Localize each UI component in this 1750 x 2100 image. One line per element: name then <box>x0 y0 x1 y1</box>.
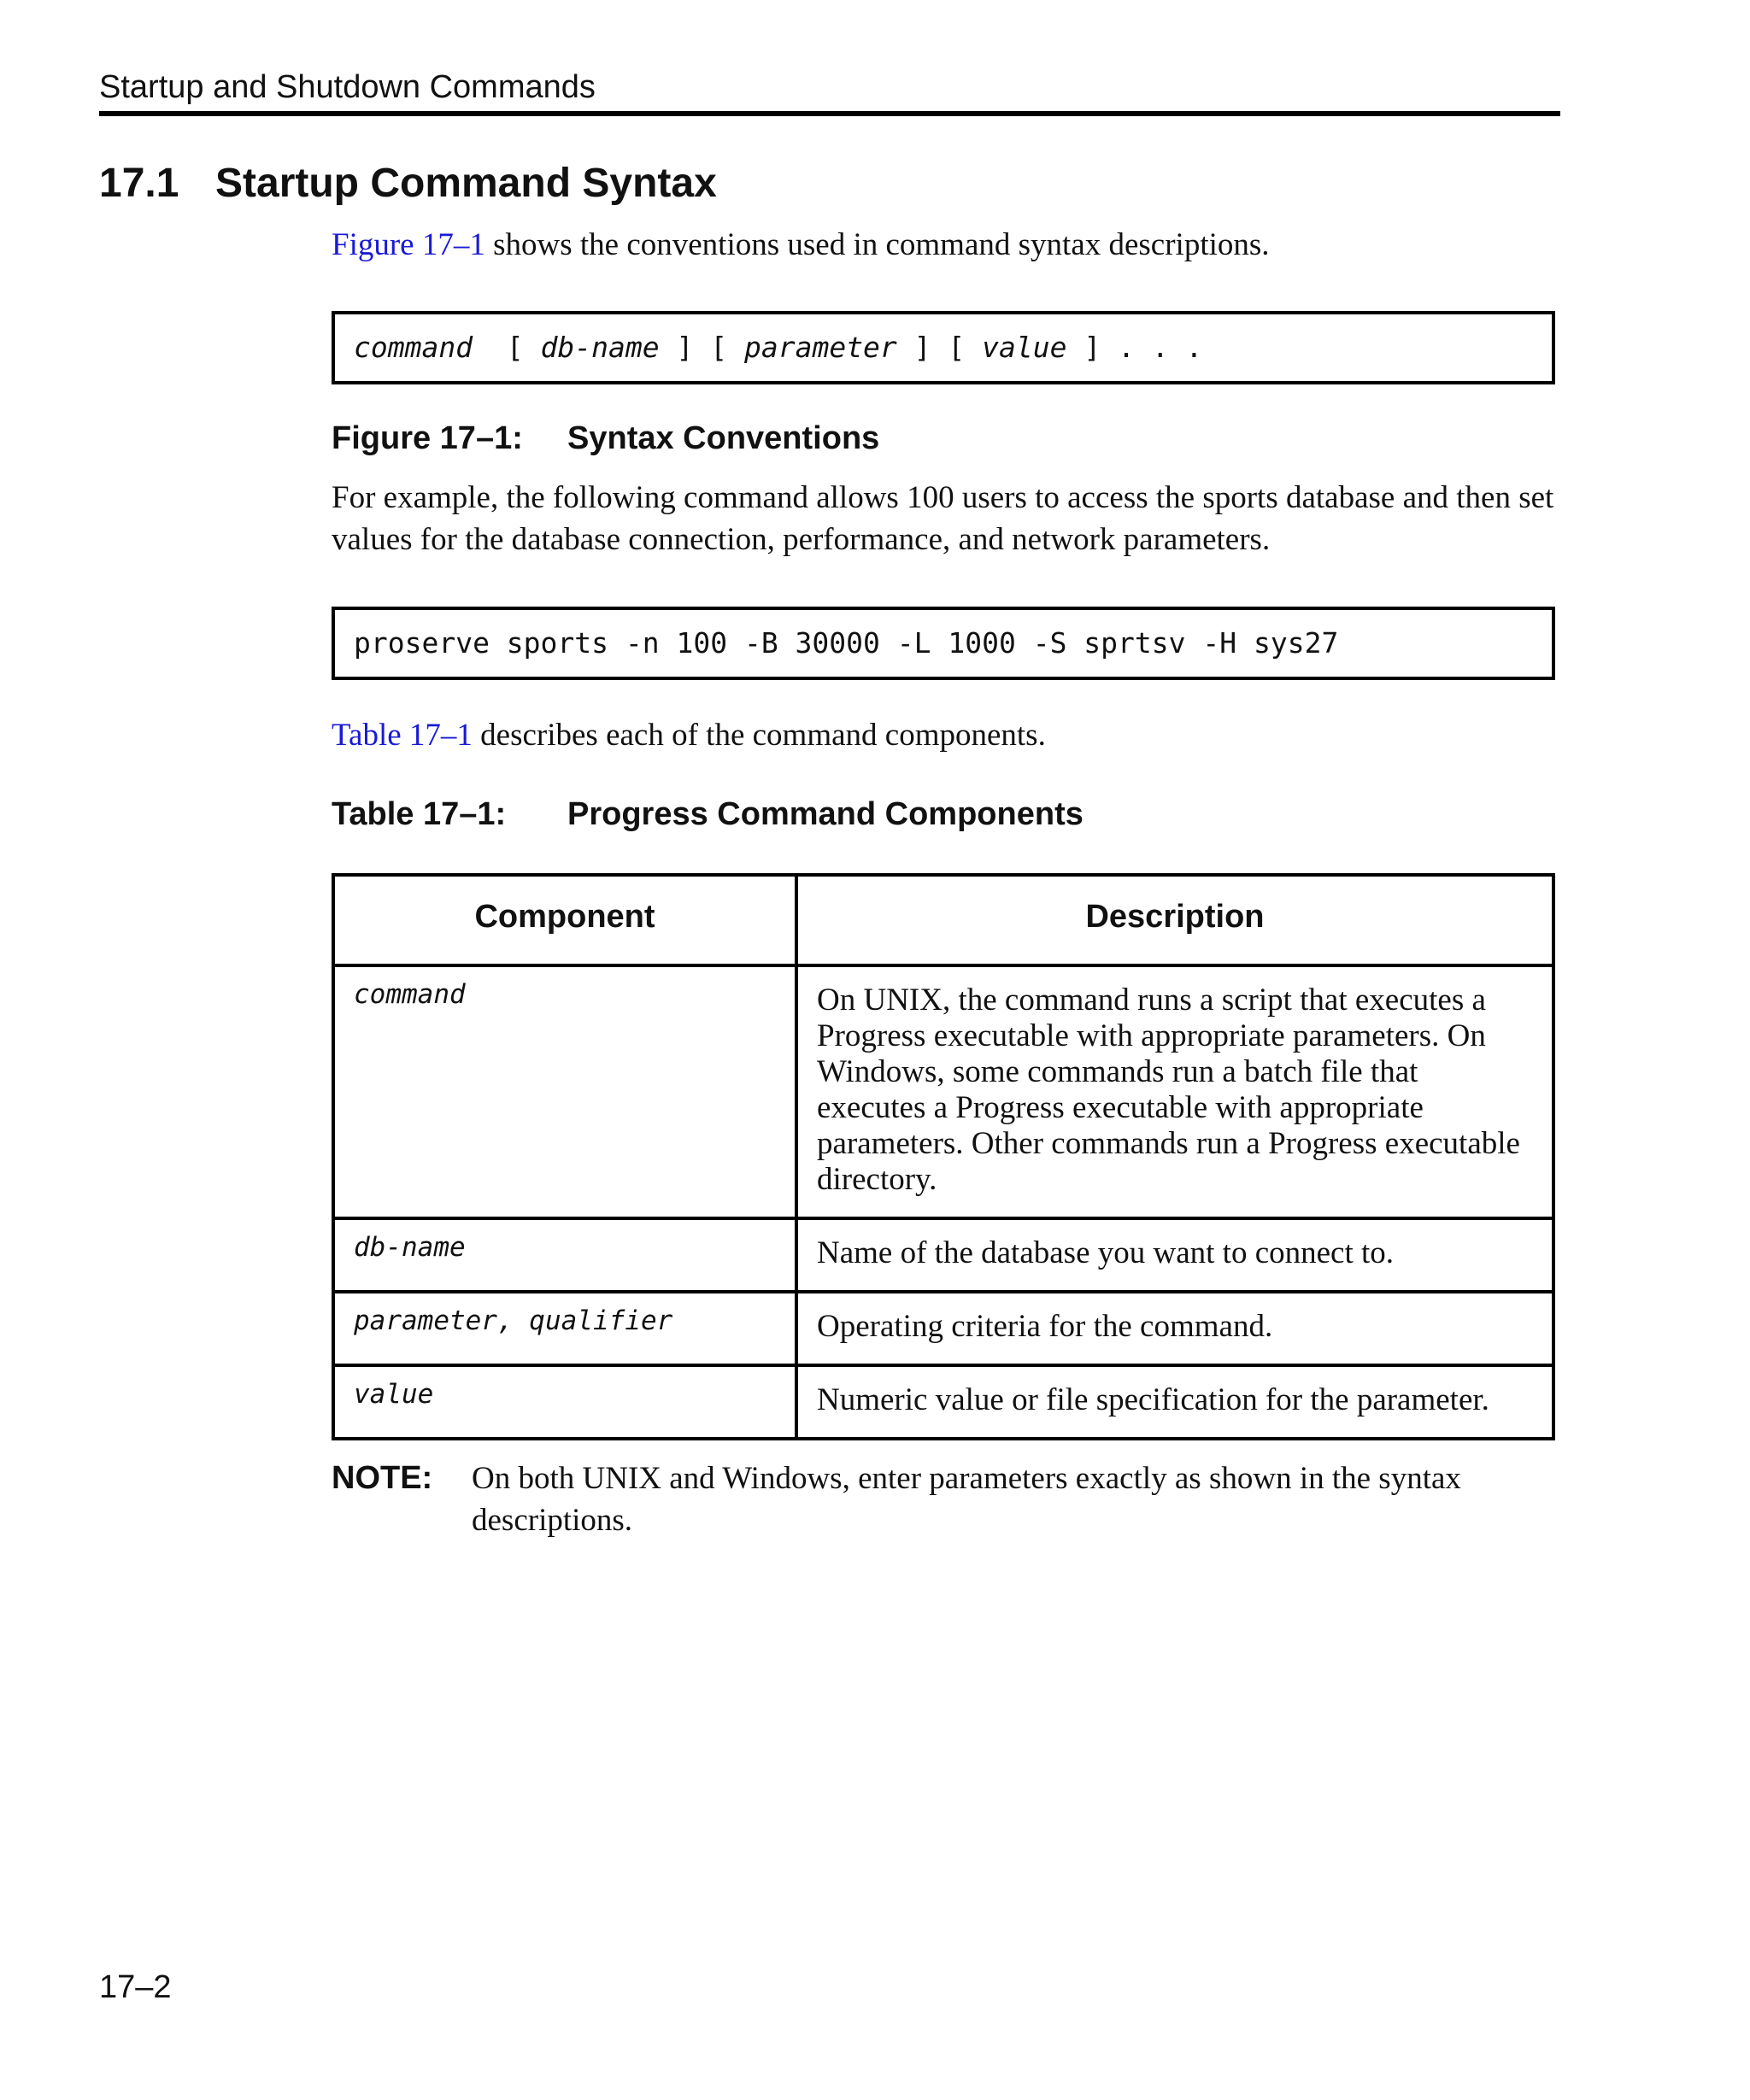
table-row <box>333 1292 1553 1365</box>
table-reference-paragraph <box>332 714 1562 756</box>
figure-caption-title: Syntax Conventions <box>567 420 880 456</box>
table-caption <box>332 795 1083 834</box>
header-rule <box>99 111 1560 116</box>
section-number: 17.1 <box>99 161 179 206</box>
header-description: Description <box>796 875 1553 965</box>
description-cell: Numeric value or file specification for the parameter. <box>796 1365 1553 1439</box>
note-label: NOTE: <box>332 1460 433 1496</box>
description-cell: Name of the database you want to connect to. <box>796 1218 1553 1292</box>
component-cell: parameter, qualifier <box>333 1292 796 1365</box>
section-heading <box>99 160 717 208</box>
component-cell: value <box>333 1365 796 1439</box>
page-number: 17–2 <box>99 1969 172 2005</box>
table-row <box>333 1218 1553 1292</box>
component-cell: db-name <box>333 1218 796 1292</box>
table-row <box>333 1365 1553 1439</box>
table-caption-title: Progress Command Components <box>567 796 1083 832</box>
example-paragraph: For example, the following command allows 100 users to access the sports database and then set values for the database connection, performance, and network parameters. <box>332 480 1554 557</box>
syntax-command: command <box>354 331 473 364</box>
intro-text: shows the conventions used in command syntax descriptions. <box>484 227 1270 262</box>
figure-caption <box>332 419 879 458</box>
section-title: Startup Command Syntax <box>215 161 717 206</box>
description-cell: Operating criteria for the command. <box>796 1292 1553 1365</box>
running-head: Startup and Shutdown Commands <box>99 69 596 105</box>
figure-link[interactable]: Figure 17–1 <box>332 227 485 262</box>
table-header-row <box>333 875 1553 965</box>
intro-paragraph <box>332 224 1562 266</box>
table-caption-label: Table 17–1: <box>332 796 507 832</box>
header-component: Component <box>333 875 796 965</box>
description-cell: On UNIX, the command runs a script that executes a Progress executable with appropriate parameters. On Windows, some commands run a batch file that executes a Progress executable with appropriate parameters. Other commands run a Progress executable directory. <box>796 965 1553 1218</box>
table-link[interactable]: Table 17–1 <box>332 718 473 753</box>
components-table <box>332 873 1555 1440</box>
note-text: On both UNIX and Windows, enter parameters exactly as shown in the syntax descriptions. <box>472 1461 1461 1538</box>
figure-caption-label: Figure 17–1: <box>332 420 523 456</box>
syntax-value: value <box>982 331 1067 364</box>
table-reference-text: describes each of the command components. <box>472 718 1046 753</box>
syntax-parameter: parameter <box>743 331 897 364</box>
component-cell: command <box>333 965 796 1218</box>
syntax-db-name: db-name <box>540 331 660 364</box>
syntax-box: command [ db-name ] [ parameter ] [ value ] . . . <box>332 311 1555 384</box>
table-row <box>333 965 1553 1218</box>
example-command-box: proserve sports -n 100 -B 30000 -L 1000 -S sprtsv -H sys27 <box>332 607 1555 680</box>
